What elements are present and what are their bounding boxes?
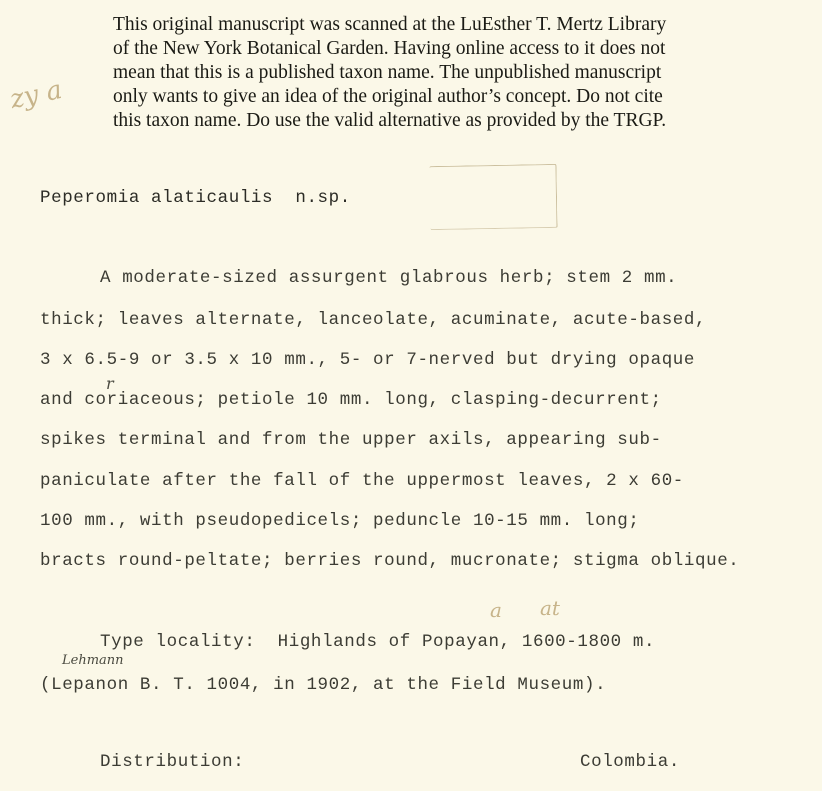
distribution-value: Colombia. [580, 752, 680, 772]
description-line: and coriaceous; petiole 10 mm. long, clasping-decurrent; [40, 390, 662, 410]
scan-notice [113, 13, 753, 133]
description-line: paniculate after the fall of the uppermost leaves, 2 x 60- [40, 471, 684, 491]
description-line: thick; leaves alternate, lanceolate, acuminate, acute-based, [40, 310, 707, 330]
handwritten-annotation: at [540, 596, 560, 620]
species-title: Peperomia alaticaulis n.sp. [40, 188, 351, 208]
notice-line: only wants to give an idea of the original author’s concept. Do not cite [113, 86, 663, 107]
notice-line: This original manuscript was scanned at the LuEsther T. Mertz Library [113, 14, 667, 35]
notice-line: mean that this is a published taxon name. The unpublished manuscript [113, 62, 662, 83]
pencil-box-outline [429, 164, 557, 230]
description-line: 100 mm., with pseudopedicels; peduncle 10-15 mm. long; [40, 511, 640, 531]
description-line: spikes terminal and from the upper axils, appearing sub- [40, 430, 662, 450]
description-line: bracts round-peltate; berries round, mucronate; stigma oblique. [40, 551, 740, 571]
distribution-label: Distribution: [100, 752, 245, 772]
notice-line: this taxon name. Do use the valid alternative as provided by the TRGP. [113, 110, 667, 131]
handwritten-annotation: a [490, 598, 502, 622]
margin-pencil-note: zy a [7, 74, 65, 116]
type-locality-specimen: (Lepanon B. T. 1004, in 1902, at the Field Museum). [40, 675, 607, 695]
type-locality-line: Type locality: Highlands of Popayan, 1600-1800 m. [100, 632, 656, 652]
description-line: 3 x 6.5-9 or 3.5 x 10 mm., 5- or 7-nerved but drying opaque [40, 350, 696, 370]
notice-line: of the New York Botanical Garden. Having online access to it does not [113, 38, 666, 59]
description-line: A moderate-sized assurgent glabrous herb; stem 2 mm. [100, 268, 678, 288]
handwritten-correction: r [106, 374, 114, 393]
handwritten-annotation: Lehmann [62, 653, 124, 668]
